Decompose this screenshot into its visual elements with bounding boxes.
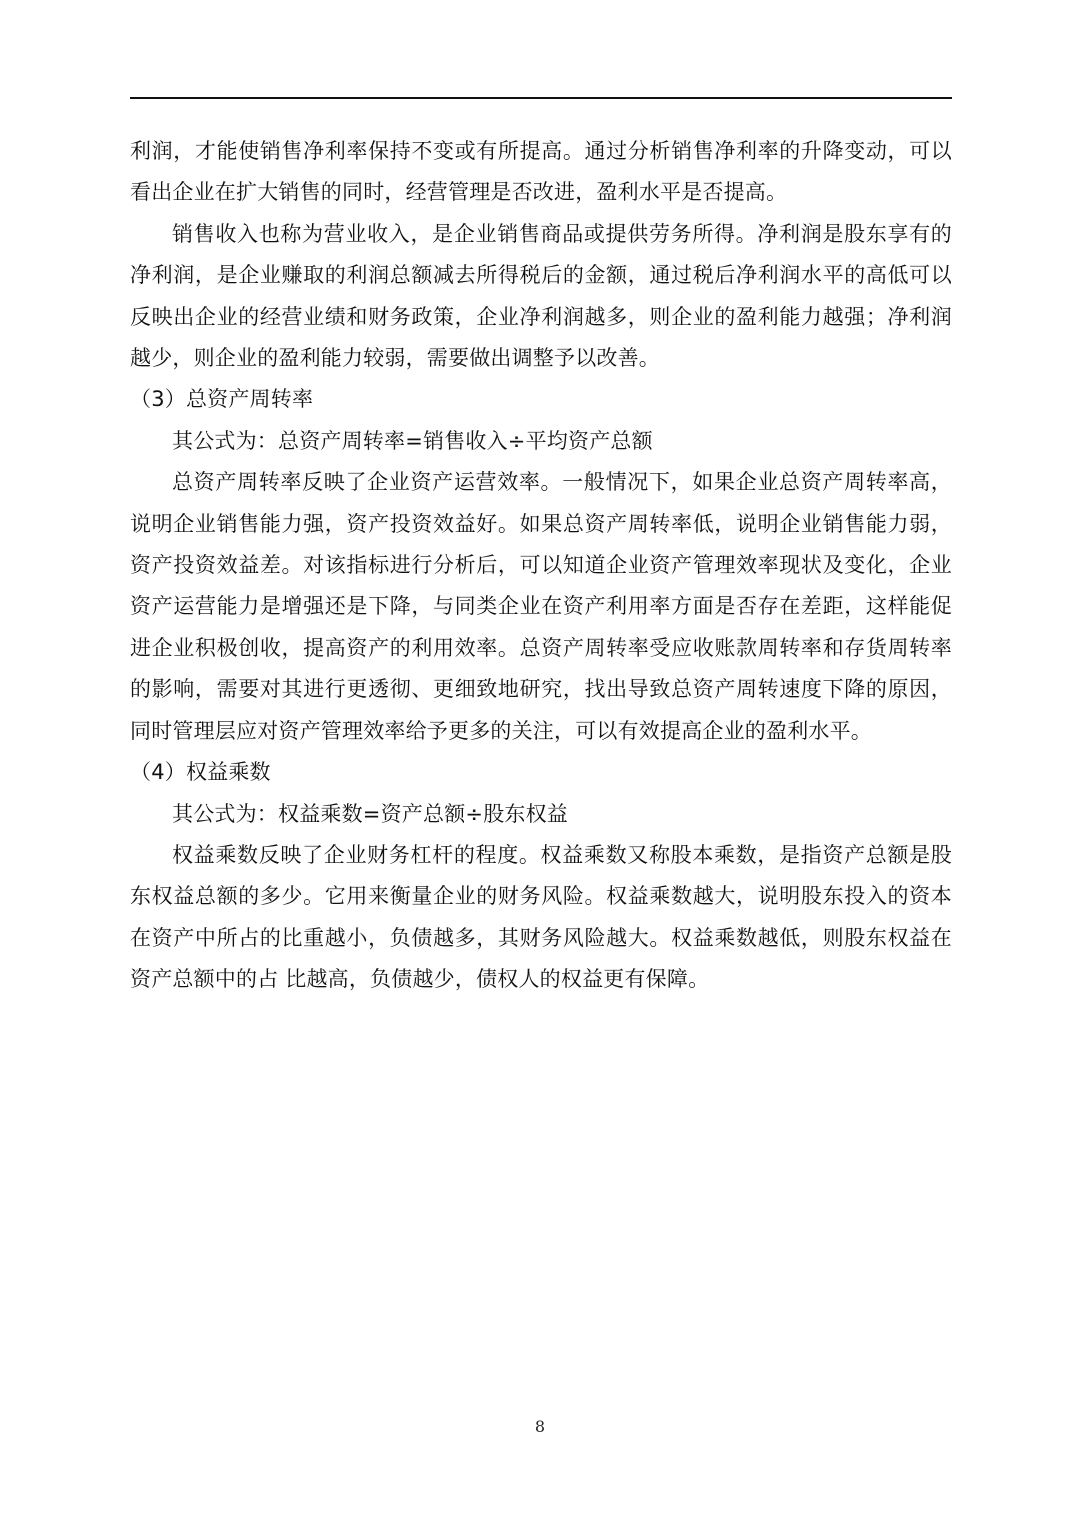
paragraph-equity-multiplier: 权益乘数反映了企业财务杠杆的程度。权益乘数又称股本乘数，是指资产总额是股东权益总额的多少。它用来衡量企业的财务风险。权益乘数越大，说明股东投入的资本在资产中所占的比重越小，负债越多，其财务风险越大。权益乘数越低，则股东权益在资产总额中的占 比越高，负债越少，债权人的权益更有保障。 [130,842,952,992]
paragraph-sales-revenue: 销售收入也称为营业收入，是企业销售商品或提供劳务所得。净利润是股东享有的净利润，是企业赚取的利润总额减去所得税后的金额，通过税后净利润水平的高低可以反映出企业的经营业绩和财务政策，企业净利润越多，则企业的盈利能力越强；净利润越少，则企业的盈利能力较弱，需要做出调整予以改善。 [130,221,952,371]
heading-equity-multiplier: （4）权益乘数 [130,760,271,785]
page-body [130,131,952,1001]
paragraph-continuation: 利润，才能使销售净利率保持不变或有所提高。通过分析销售净利率的升降变动，可以看出企业在扩大销售的同时，经营管理是否改进，盈利水平是否提高。 [130,139,952,205]
header-rule [130,97,952,99]
page-number: 8 [534,1417,546,1436]
heading-total-asset-turnover: （3）总资产周转率 [130,387,314,412]
formula-equity-multiplier: 其公式为：权益乘数=资产总额÷股东权益 [172,801,568,826]
formula-total-asset-turnover: 其公式为：总资产周转率=销售收入÷平均资产总额 [172,428,653,453]
paragraph-total-asset-turnover: 总资产周转率反映了企业资产运营效率。一般情况下，如果企业总资产周转率高，说明企业销售能力强，资产投资效益好。如果总资产周转率低，说明企业销售能力弱，资产投资效益差。对该指标进行分析后，可以知道企业资产管理效率现状及变化，企业资产运营能力是增强还是下降，与同类企业在资产利用率方面是否存在差距，这样能促进企业积极创收，提高资产的利用效率。总资产周转率受应收账款周转率和存货周转率的影响，需要对其进行更透彻、更细致地研究，找出导致总资产周转速度下降的原因，同时管理层应对资产管理效率给予更多的关注，可以有效提高企业的盈利水平。 [130,470,952,743]
